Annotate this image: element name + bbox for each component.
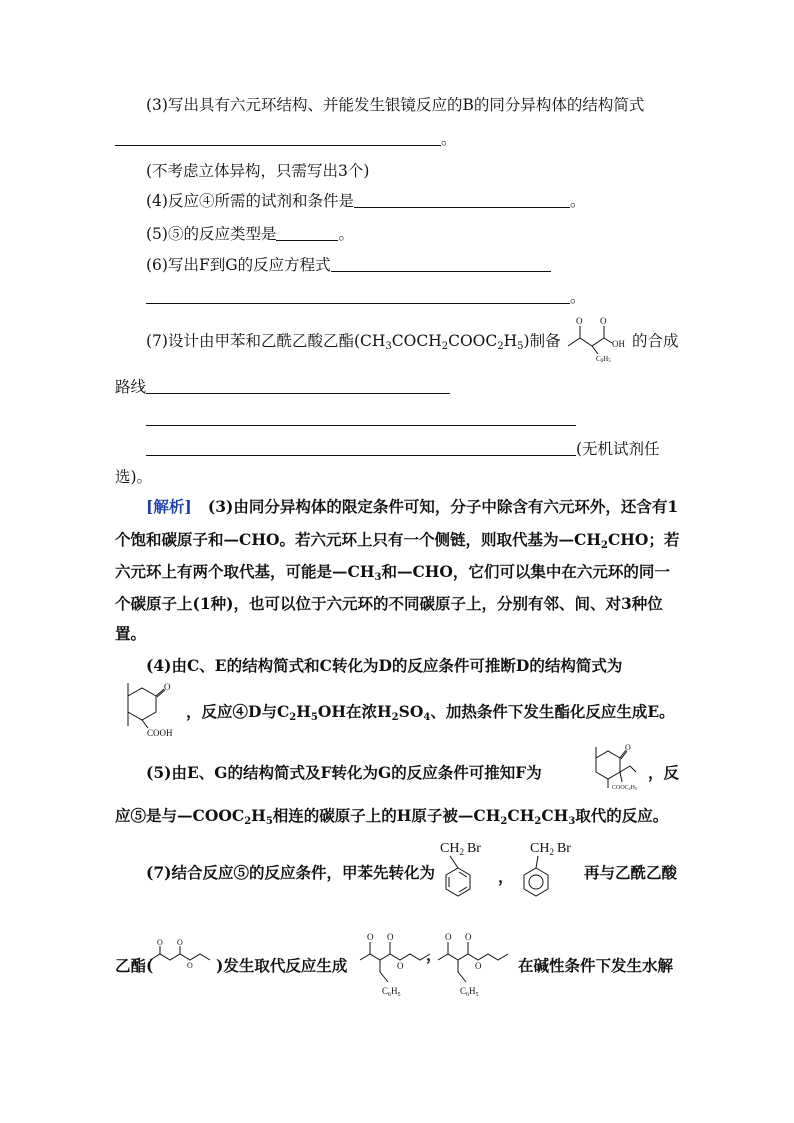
- substitution-product-structure-2: [436, 926, 520, 1002]
- question-3-note: (不考虑立体异构，只需写出3个): [146, 162, 370, 180]
- analysis-3-line-3: 六元环上有两个取代基，可能是$—CH_3$和—CHO，它们可以集中在六元环的同一: [115, 562, 670, 583]
- analysis-4-line-1: (4)由C、E的结构简式和C转化为D的反应条件可推断D的结构简式为: [146, 656, 623, 675]
- svg-text:COOC2H5: COOC2H5: [612, 785, 638, 791]
- target-product-structure: [566, 312, 632, 362]
- answer-blank[interactable]: [276, 224, 338, 241]
- svg-text:O: O: [576, 316, 583, 326]
- question-5: (5)⑤的反应类型是 。: [146, 225, 354, 243]
- answer-blank[interactable]: [331, 255, 551, 272]
- ethyl-acetoacetate-structure: [148, 938, 216, 978]
- question-4: (4)反应④所需的试剂和条件是 。: [146, 192, 586, 210]
- answer-line-q7-b: (无机试剂任: [146, 438, 660, 460]
- svg-text:O: O: [367, 932, 374, 942]
- answer-blank[interactable]: [115, 129, 441, 146]
- analysis-5-line-2: 应⑤是与$—COOC_2H_5$相连的碳原子上的H原子被$—CH_2CH_2CH_3$取代的反应。: [115, 806, 669, 827]
- benzyl-bromide-structure-2: [512, 836, 582, 916]
- svg-text:O: O: [157, 938, 163, 947]
- analysis-tag: [解析]: [146, 497, 192, 516]
- analysis-7-line-2b: )发生取代反应生成: [216, 956, 348, 975]
- svg-text:OH: OH: [612, 339, 625, 349]
- answer-blank[interactable]: [146, 409, 576, 426]
- answer-blank[interactable]: [146, 439, 576, 456]
- answer-line-q3: 。: [115, 128, 457, 150]
- answer-blank[interactable]: [146, 287, 570, 304]
- svg-text:CH2Br: $CH_2$ Br: [530, 841, 571, 857]
- svg-text:O: O: [177, 938, 183, 947]
- analysis-3-line-2: 个饱和碳原子和—CHO。若六元环上只有一个侧链，则取代基为$—CH_2CHO$；若: [115, 530, 680, 551]
- svg-text:C6H5: C6H5: [596, 355, 611, 364]
- analysis-7-line-1b: 再与乙酰乙酸: [584, 863, 678, 882]
- answer-line-q7-a: [146, 408, 576, 430]
- analysis-7-line-2a: 乙酯(: [115, 956, 154, 975]
- analysis-3-line-4: 个碳原子上(1种)，也可以位于六元环的不同碳原子上，分别有邻、间、对3种位: [115, 594, 663, 613]
- question-7: (7)设计由甲苯和乙酰乙酸乙酯$(CH_3COCH_2COOC_2H_5)$制备: [146, 332, 561, 352]
- analysis-3-line-1: [解析] (3)由同分异构体的限定条件可知，分子中除含有六元环外，还含有1: [146, 497, 679, 516]
- svg-text:O: O: [187, 961, 193, 970]
- answer-line-q6: 。: [146, 286, 586, 308]
- question-6: (6)写出F到G的反应方程式: [146, 254, 551, 276]
- compound-f-structure: [588, 742, 654, 796]
- svg-text:C6H5: $C_6H_5$: [382, 986, 401, 998]
- analysis-7-line-2d: 在碱性条件下发生水解: [518, 956, 674, 975]
- svg-text:O: O: [164, 682, 171, 692]
- analysis-3-line-5: 置。: [115, 624, 147, 643]
- answer-blank[interactable]: [354, 191, 570, 208]
- analysis-7-line-1a: (7)结合反应⑤的反应条件，甲苯先转化为: [146, 863, 435, 882]
- analysis-7-comma: ，: [498, 867, 514, 886]
- svg-text:O: O: [600, 316, 607, 326]
- analysis-4-line-2: ，反应④D与$C_2H_5OH$在浓$H_2SO_4$、加热条件下发生酯化反应生成E。: [186, 702, 675, 723]
- svg-text:O: O: [397, 961, 404, 971]
- svg-text:O: O: [625, 743, 631, 752]
- benzyl-bromide-structure-1: [432, 836, 498, 916]
- question-7-end: 的合成: [632, 332, 679, 350]
- answer-blank[interactable]: [146, 377, 450, 394]
- analysis-5-line-1b: ，反: [648, 763, 680, 782]
- svg-text:COOH: COOH: [147, 728, 173, 738]
- svg-text:O: O: [445, 932, 452, 942]
- analysis-5-line-1a: (5)由E、G的结构简式及F转化为G的反应条件可推知F为: [146, 763, 542, 782]
- svg-text:C6H5: $C_6H_5$: [460, 986, 479, 998]
- svg-text:O: O: [387, 932, 394, 942]
- analysis-7-comma-2: ，: [426, 945, 442, 964]
- svg-text:O: O: [475, 961, 482, 971]
- question-7-tail: 选)。: [115, 468, 153, 486]
- svg-text:O: O: [465, 932, 472, 942]
- compound-d-structure: [112, 680, 184, 740]
- svg-text:CH2Br: $CH_2$ Br: [440, 841, 481, 857]
- question-7-route: 路线: [115, 376, 450, 398]
- question-3: (3)写出具有六元环结构、并能发生银镜反应的B的同分异构体的结构简式: [146, 96, 645, 114]
